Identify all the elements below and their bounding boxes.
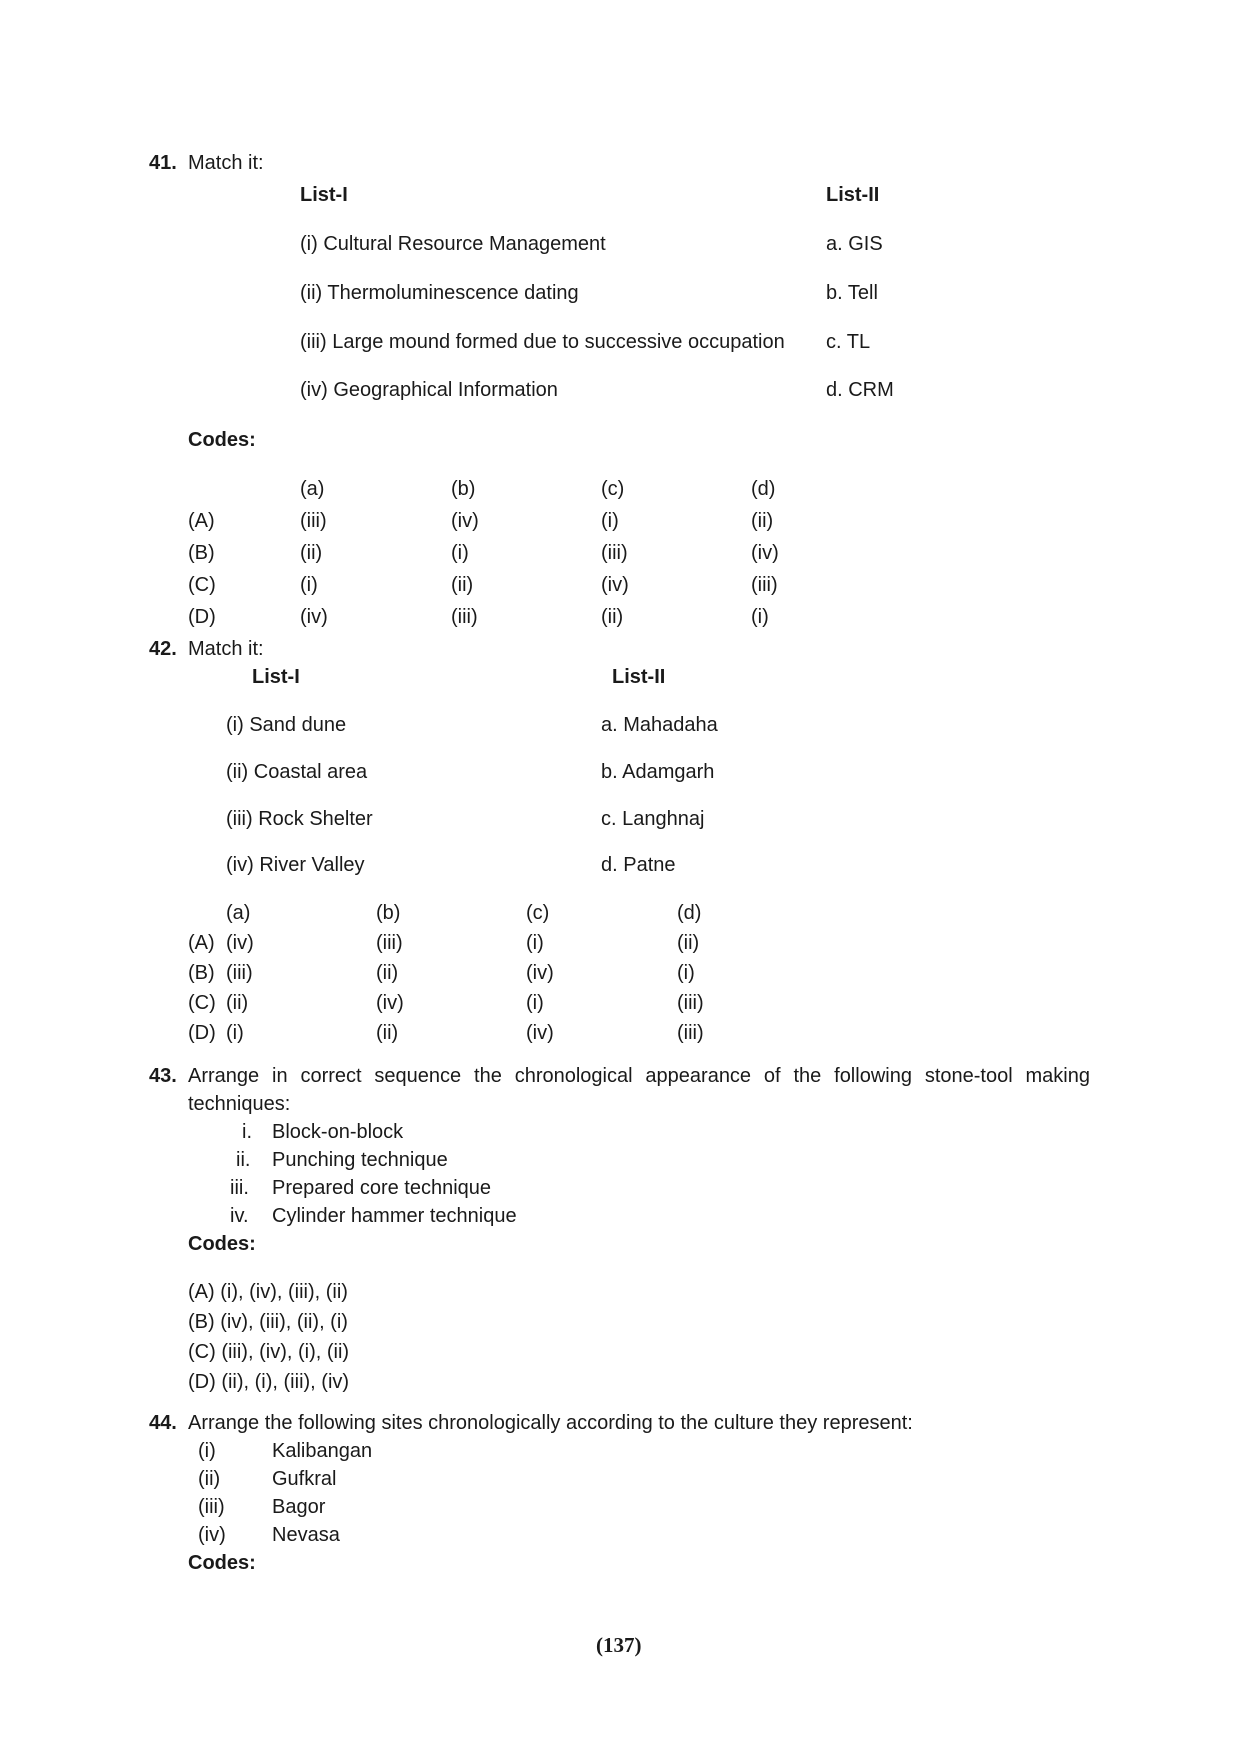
item-text: Nevasa — [272, 1524, 340, 1546]
option-label: (B) — [188, 962, 215, 984]
code-header: (d) — [751, 478, 776, 500]
option: (A) (i), (iv), (iii), (ii) — [188, 1281, 348, 1303]
option-value: (i) — [677, 962, 695, 984]
list2-header: List-II — [826, 184, 880, 206]
code-header: (a) — [300, 478, 325, 500]
option-value: (iii) — [376, 932, 403, 954]
list1-item: (iii) Rock Shelter — [226, 808, 373, 830]
question-stem: Match it: — [188, 638, 264, 660]
option-label: (A) — [188, 932, 215, 954]
option-value: (iii) — [751, 574, 778, 596]
option-value: (i) — [526, 932, 544, 954]
list2-item: c. Langhnaj — [601, 808, 705, 830]
code-header: (a) — [226, 902, 251, 924]
option-value: (iv) — [751, 542, 779, 564]
option-label: (B) — [188, 542, 215, 564]
question-stem: Arrange the following sites chronologically according to the culture they represent: — [188, 1412, 913, 1434]
option-label: (D) — [188, 1022, 216, 1044]
option-label: (D) — [188, 606, 216, 628]
list2-item: d. CRM — [826, 379, 894, 401]
item-number: (iv) — [198, 1524, 226, 1546]
item-number: (ii) — [198, 1468, 221, 1490]
item-text: Punching technique — [272, 1149, 448, 1171]
list1-header: List-I — [252, 666, 300, 688]
option-value: (ii) — [751, 510, 774, 532]
option: (D) (ii), (i), (iii), (iv) — [188, 1371, 350, 1393]
item-text: Gufkral — [272, 1468, 337, 1490]
list1-item: (ii) Coastal area — [226, 761, 368, 783]
option-value: (iv) — [300, 606, 328, 628]
option-value: (ii) — [451, 574, 474, 596]
option-value: (i) — [601, 510, 619, 532]
list2-item: d. Patne — [601, 854, 676, 876]
list2-header: List-II — [612, 666, 666, 688]
option-value: (iv) — [376, 992, 404, 1014]
option-value: (ii) — [376, 962, 399, 984]
item-number: i. — [242, 1121, 252, 1143]
list2-item: c. TL — [826, 331, 871, 353]
question-number: 42. — [149, 638, 177, 660]
option-value: (iii) — [677, 992, 704, 1014]
item-number: iv. — [230, 1205, 249, 1227]
option-value: (iii) — [226, 962, 253, 984]
question-number: 43. — [149, 1065, 177, 1087]
code-header: (b) — [451, 478, 476, 500]
question-number: 44. — [149, 1412, 177, 1434]
option-value: (i) — [451, 542, 469, 564]
item-number: ii. — [236, 1149, 251, 1171]
list2-item: a. Mahadaha — [601, 714, 718, 736]
code-header: (b) — [376, 902, 401, 924]
codes-label: Codes: — [188, 429, 256, 451]
option-value: (ii) — [300, 542, 323, 564]
list1-item: (i) Cultural Resource Management — [300, 233, 606, 255]
codes-label: Codes: — [188, 1233, 256, 1255]
item-text: Cylinder hammer technique — [272, 1205, 517, 1227]
list1-item: (iv) Geographical Information — [300, 379, 558, 401]
item-text: Prepared core technique — [272, 1177, 492, 1199]
question-stem-cont: techniques: — [188, 1093, 291, 1115]
codes-label: Codes: — [188, 1552, 256, 1574]
code-header: (d) — [677, 902, 702, 924]
page-number: (137) — [596, 1633, 642, 1657]
option-value: (iii) — [677, 1022, 704, 1044]
item-number: iii. — [230, 1177, 249, 1199]
list2-item: a. GIS — [826, 233, 883, 255]
option: (B) (iv), (iii), (ii), (i) — [188, 1311, 348, 1333]
option-value: (iv) — [226, 932, 254, 954]
list2-item: b. Tell — [826, 282, 878, 304]
option-value: (ii) — [376, 1022, 399, 1044]
list1-item: (iii) Large mound formed due to successive occupation — [300, 331, 785, 353]
item-text: Bagor — [272, 1496, 326, 1518]
option-value: (iii) — [451, 606, 478, 628]
option-value: (iv) — [526, 1022, 554, 1044]
item-text: Block-on-block — [272, 1121, 404, 1143]
list1-header: List-I — [300, 184, 348, 206]
list2-item: b. Adamgarh — [601, 761, 715, 783]
option-label: (A) — [188, 510, 215, 532]
option-value: (ii) — [677, 932, 700, 954]
option-value: (iii) — [300, 510, 327, 532]
option-value: (iv) — [601, 574, 629, 596]
option-value: (i) — [300, 574, 318, 596]
option-value: (iii) — [601, 542, 628, 564]
item-number: (i) — [198, 1440, 216, 1462]
question-stem: Arrange in correct sequence the chronological appearance of the following stone-tool making — [188, 1065, 1090, 1087]
option-label: (C) — [188, 992, 216, 1014]
code-header: (c) — [526, 902, 550, 924]
question-stem: Match it: — [188, 152, 264, 174]
list1-item: (i) Sand dune — [226, 714, 347, 736]
question-number: 41. — [149, 152, 177, 174]
item-number: (iii) — [198, 1496, 225, 1518]
item-text: Kalibangan — [272, 1440, 373, 1462]
option-value: (i) — [751, 606, 769, 628]
option-value: (i) — [226, 1022, 244, 1044]
option-value: (ii) — [601, 606, 624, 628]
list1-item: (ii) Thermoluminescence dating — [300, 282, 579, 304]
option-value: (iv) — [526, 962, 554, 984]
option-value: (i) — [526, 992, 544, 1014]
code-header: (c) — [601, 478, 625, 500]
option: (C) (iii), (iv), (i), (ii) — [188, 1341, 350, 1363]
option-value: (ii) — [226, 992, 249, 1014]
option-value: (iv) — [451, 510, 479, 532]
list1-item: (iv) River Valley — [226, 854, 365, 876]
option-label: (C) — [188, 574, 216, 596]
